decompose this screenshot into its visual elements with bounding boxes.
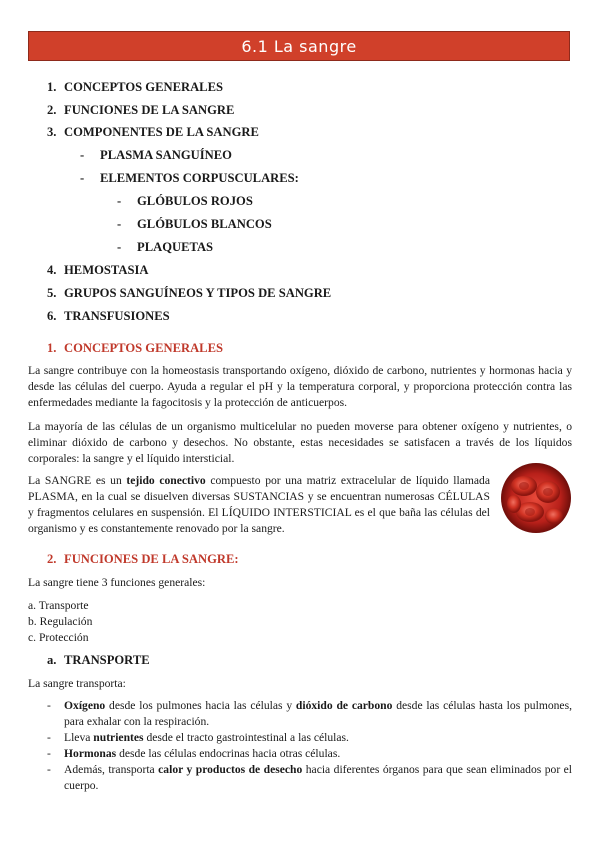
list-item: - Oxígeno desde los pulmones hacia las células y dióxido de carbono desde las células hasta los pulmones, para exhalar con la respiración. — [47, 699, 572, 728]
toc-subsubitem: - GLÓBULOS BLANCOS — [117, 217, 272, 231]
toc-item: 5. GRUPOS SANGUÍNEOS Y TIPOS DE SANGRE — [47, 286, 332, 300]
paragraph: La sangre contribuye con la homeostasis transportando oxígeno, dióxido de carbono, nutrientes y hormonas hacia y desde las células del cuerpo. Ayuda a regular el pH y la temperatura corporal, y proporciona protección contra las enfermedades mediante la fagocitosis y la protección de anticuerpos. — [28, 364, 572, 409]
toc-item: 2. FUNCIONES DE LA SANGRE — [47, 103, 235, 117]
toc-item: 3. COMPONENTES DE LA SANGRE — [47, 125, 259, 139]
toc-item: 1. CONCEPTOS GENERALES — [47, 80, 223, 94]
subsection-heading: a. TRANSPORTE — [47, 653, 150, 667]
list-item: c. Protección — [28, 631, 89, 644]
title-banner — [28, 31, 570, 61]
transport-list — [47, 698, 572, 794]
blood-cells-image — [500, 462, 572, 534]
toc-item: 6. TRANSFUSIONES — [47, 309, 170, 323]
list-item: a. Transporte — [28, 599, 89, 612]
list-item: - Lleva nutrientes desde el tracto gastrointestinal a las células. — [47, 731, 349, 744]
toc-subitem: - ELEMENTOS CORPUSCULARES: — [80, 171, 299, 185]
paragraph: La SANGRE es un tejido conectivo compuesto por una matriz extracelular de líquido llamada PLASMA, en la cual se disuelven diversas SUSTANCIAS y se encuentran numerosas CÉLULAS y fragmentos celulares en suspensión. El LÍQUIDO INTERSTICIAL es el que baña las células del organismo y es constantemente renovado por la sangre. — [28, 474, 490, 535]
toc-item: 4. HEMOSTASIA — [47, 263, 149, 277]
toc-subsubitem: - PLAQUETAS — [117, 240, 214, 254]
paragraph: La sangre transporta: — [28, 677, 126, 690]
toc-subitem: - PLASMA SANGUÍNEO — [80, 148, 232, 162]
page-title: 6.1 La sangre — [241, 36, 357, 56]
list-item: b. Regulación — [28, 615, 93, 628]
section-heading: 1. CONCEPTOS GENERALES — [47, 341, 223, 355]
list-item: - Además, transporta calor y productos de desecho hacia diferentes órganos para que sean eliminados por el cuerpo. — [47, 763, 573, 792]
section-heading: 2. FUNCIONES DE LA SANGRE: — [47, 552, 239, 566]
paragraph: La mayoría de las células de un organismo multicelular no pueden moverse para obtener oxígeno y nutrientes, o eliminar dióxido de carbono y desechos. No obstante, estas necesidades se satisfacen a través de los líquidos corporales: la sangre y el líquido intersticial. — [28, 420, 572, 465]
toc-subsubitem: - GLÓBULOS ROJOS — [117, 194, 253, 208]
list-item: - Hormonas desde las células endocrinas hacia otras células. — [47, 747, 341, 760]
paragraph: La sangre tiene 3 funciones generales: — [28, 576, 206, 589]
